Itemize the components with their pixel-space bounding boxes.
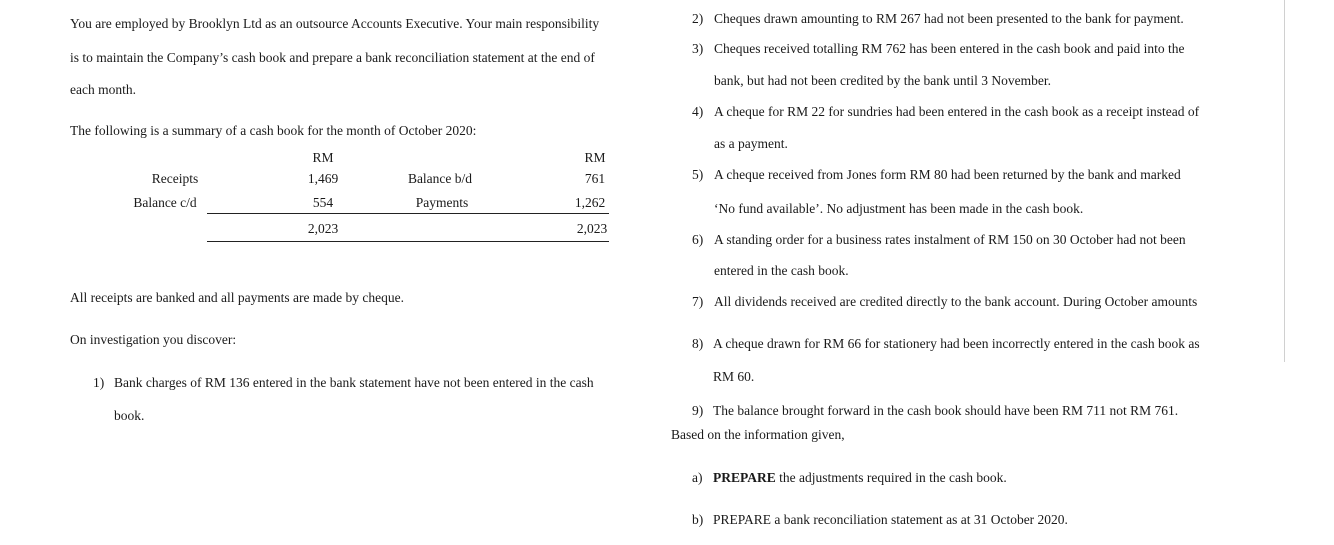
item-text: A cheque received from Jones form RM 80 had been returned by the bank and marked <box>714 167 1181 182</box>
total-rule-top <box>207 213 609 214</box>
task-a-text <box>713 470 1007 486</box>
intro-line-1: You are employed by Brooklyn Ltd as an outsource Accounts Executive. Your main responsibility <box>70 16 600 31</box>
task-b-text: PREPARE a bank reconciliation statement as at 31 October 2020. <box>713 512 1068 527</box>
item-number: 5) <box>692 167 704 182</box>
instruction-intro: Based on the information given, <box>671 427 845 442</box>
item-number: 4) <box>692 104 704 119</box>
balance-bd-label: Balance b/d <box>407 171 473 186</box>
total-left: 2,023 <box>307 221 339 236</box>
receipts-value: 1,469 <box>307 171 339 186</box>
total-rule-bottom <box>207 241 609 242</box>
task-a-rest: the adjustments required in the cash book. <box>775 470 1007 485</box>
investigation-heading: On investigation you discover: <box>70 332 237 347</box>
receipts-note: All receipts are banked and all payments are made by cheque. <box>70 290 404 305</box>
balance-cd-value: 554 <box>312 195 334 210</box>
intro-line-2: is to maintain the Company’s cash book and prepare a bank reconciliation statement at the end of <box>70 50 595 65</box>
currency-header-right: RM <box>584 150 606 165</box>
item-text: A standing order for a business rates instalment of RM 150 on 30 October had not been <box>714 232 1186 247</box>
intro-line-3: each month. <box>70 82 136 97</box>
balance-cd-label: Balance c/d <box>133 195 197 210</box>
receipts-label: Receipts <box>151 171 199 186</box>
item-text: A cheque for RM 22 for sundries had been entered in the cash book as a receipt instead of <box>714 104 1200 119</box>
item-number: 3) <box>692 41 704 56</box>
item-number: 8) <box>692 336 704 351</box>
item-text: Cheques drawn amounting to RM 267 had not been presented to the bank for payment. <box>714 11 1184 26</box>
item-text: as a payment. <box>714 136 788 151</box>
item-number: 1) <box>93 375 105 390</box>
item-text: Bank charges of RM 136 entered in the bank statement have not been entered in the cash <box>114 375 594 390</box>
item-text: A cheque drawn for RM 66 for stationery had been incorrectly entered in the cash book as <box>713 336 1200 351</box>
item-text: Cheques received totalling RM 762 has been entered in the cash book and paid into the <box>714 41 1185 56</box>
column-divider <box>1284 0 1285 362</box>
task-label: a) <box>692 470 703 485</box>
summary-heading: The following is a summary of a cash book for the month of October 2020: <box>70 123 477 138</box>
task-label: b) <box>692 512 704 527</box>
item-text: bank, but had not been credited by the bank until 3 November. <box>714 73 1052 88</box>
item-number: 9) <box>692 403 704 418</box>
task-a-bold-verb: PREPARE <box>713 470 776 485</box>
item-text: book. <box>114 408 145 423</box>
item-text: entered in the cash book. <box>714 263 849 278</box>
item-text: The balance brought forward in the cash book should have been RM 711 not RM 761. <box>713 403 1179 418</box>
currency-header-left: RM <box>312 150 334 165</box>
item-text: RM 60. <box>713 369 755 384</box>
payments-label: Payments <box>415 195 469 210</box>
payments-value: 1,262 <box>574 195 606 210</box>
balance-bd-value: 761 <box>584 171 606 186</box>
item-number: 2) <box>692 11 704 26</box>
item-number: 6) <box>692 232 704 247</box>
item-text: All dividends received are credited directly to the bank account. During October amounts <box>714 294 1198 309</box>
total-right: 2,023 <box>576 221 608 236</box>
item-number: 7) <box>692 294 704 309</box>
item-text: ‘No fund available’. No adjustment has been made in the cash book. <box>714 201 1084 216</box>
